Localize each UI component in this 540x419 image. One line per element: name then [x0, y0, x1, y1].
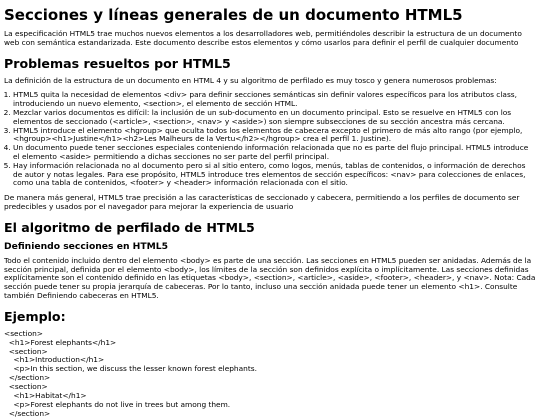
sections-subheading: Definiendo secciones en HTML5: [4, 240, 169, 252]
problems-heading: Problemas resueltos por HTML5: [4, 55, 231, 71]
intro-paragraph: La especificación HTML5 trae muchos nuevos elementos a los desarrolladores web, permitiéndoles describir la estructura de un documento web con semántica estandarizada. Este documento describe estos elementos y cómo usarlos para definir el perfil de cualquier documento: [4, 29, 522, 47]
list-item: 5. Hay información relacionada no al documento pero si al sitio entero, como logos, menús, tablas de contenidos, o información de derechos de autor y notas legales. Para ese propósito, HTML5 introduce tres elementos de sección específicos: <nav> para colecciones de enlaces, como una tabla de contenidos, <footer> y <header> información relacionada con el sitio.: [13, 162, 536, 188]
list-item: 4. Un documento puede tener secciones especiales conteniendo información relacionada que no es parte del flujo principal. HTML5 introduce el elemento <aside> permitiendo a dichas secciones no ser parte del perfil principal.: [13, 144, 536, 162]
problems-closing: De manera más general, HTML5 trae precisión a las características de seccionado y cabecera, permitiendo a los perfiles de documento ser predecibles y usados por el navegador para mejorar la experiencia de usuario: [4, 193, 520, 211]
problems-list: [4, 91, 536, 188]
list-item: 3. HTML5 introduce el elemento <hgroup> que oculta todos los elementos de cabecera excepto el primero de más alto rango (por ejemplo, <hgroup><h1>Justine</h1><h2>Les Malheurs de la Vertu</h2></hgroup> crea el perfil 1. Justine).: [13, 127, 536, 145]
list-item: 2. Mezclar varios documentos es difícil: la inclusión de un sub-documento en un documento principal. Esto se resuelve en HTML5 con los elementos de seccionado (<article>, <section>, <nav> y <aside>) son siempre subsecciones de su sección ancestra más cercana.: [13, 109, 536, 127]
problems-lead: La definición de la estructura de un documento en HTML 4 y su algoritmo de perfilado es muy tosco y genera numerosos problemas:: [4, 75, 497, 85]
page-title: Secciones y líneas generales de un documento HTML5: [4, 6, 463, 24]
code-example: <section> <h1>Forest elephants</h1> <section> <h1>Introduction</h1> <p>In this section, we discuss the lesser known forest elephants. </section> <section> <h1>Habitat</h1> <p>Forest elephants do not live in trees but among them. </section>: [4, 328, 257, 418]
example-heading: Ejemplo:: [4, 308, 66, 324]
list-item: 1. HTML5 quita la necesidad de elementos <div> para definir secciones semánticas sin definir valores específicos para los atributos class, introduciendo un nuevo elemento, <section>, el elemento de sección HTML.: [13, 91, 536, 109]
algorithm-heading: El algoritmo de perfilado de HTML5: [4, 219, 255, 235]
algorithm-body: Todo el contenido incluido dentro del elemento <body> es parte de una sección. Las secciones en HTML5 pueden ser anidadas. Además de la sección principal, definida por el elemento <body>, los límites de la sección son definidos explícita o implícitamente. Las secciones definidas explícitamente son el contenido definido en las etiquetas <body>, <section>, <article>, <aside>, <footer>, <header>, y <nav>. Nota: Cada sección puede tener su propia jerarquía de cabeceras. Por lo tanto, incluso una sección anidada puede tener un elemento <h1>. Consulte también Definiendo cabeceras en HTML5.: [4, 255, 536, 300]
